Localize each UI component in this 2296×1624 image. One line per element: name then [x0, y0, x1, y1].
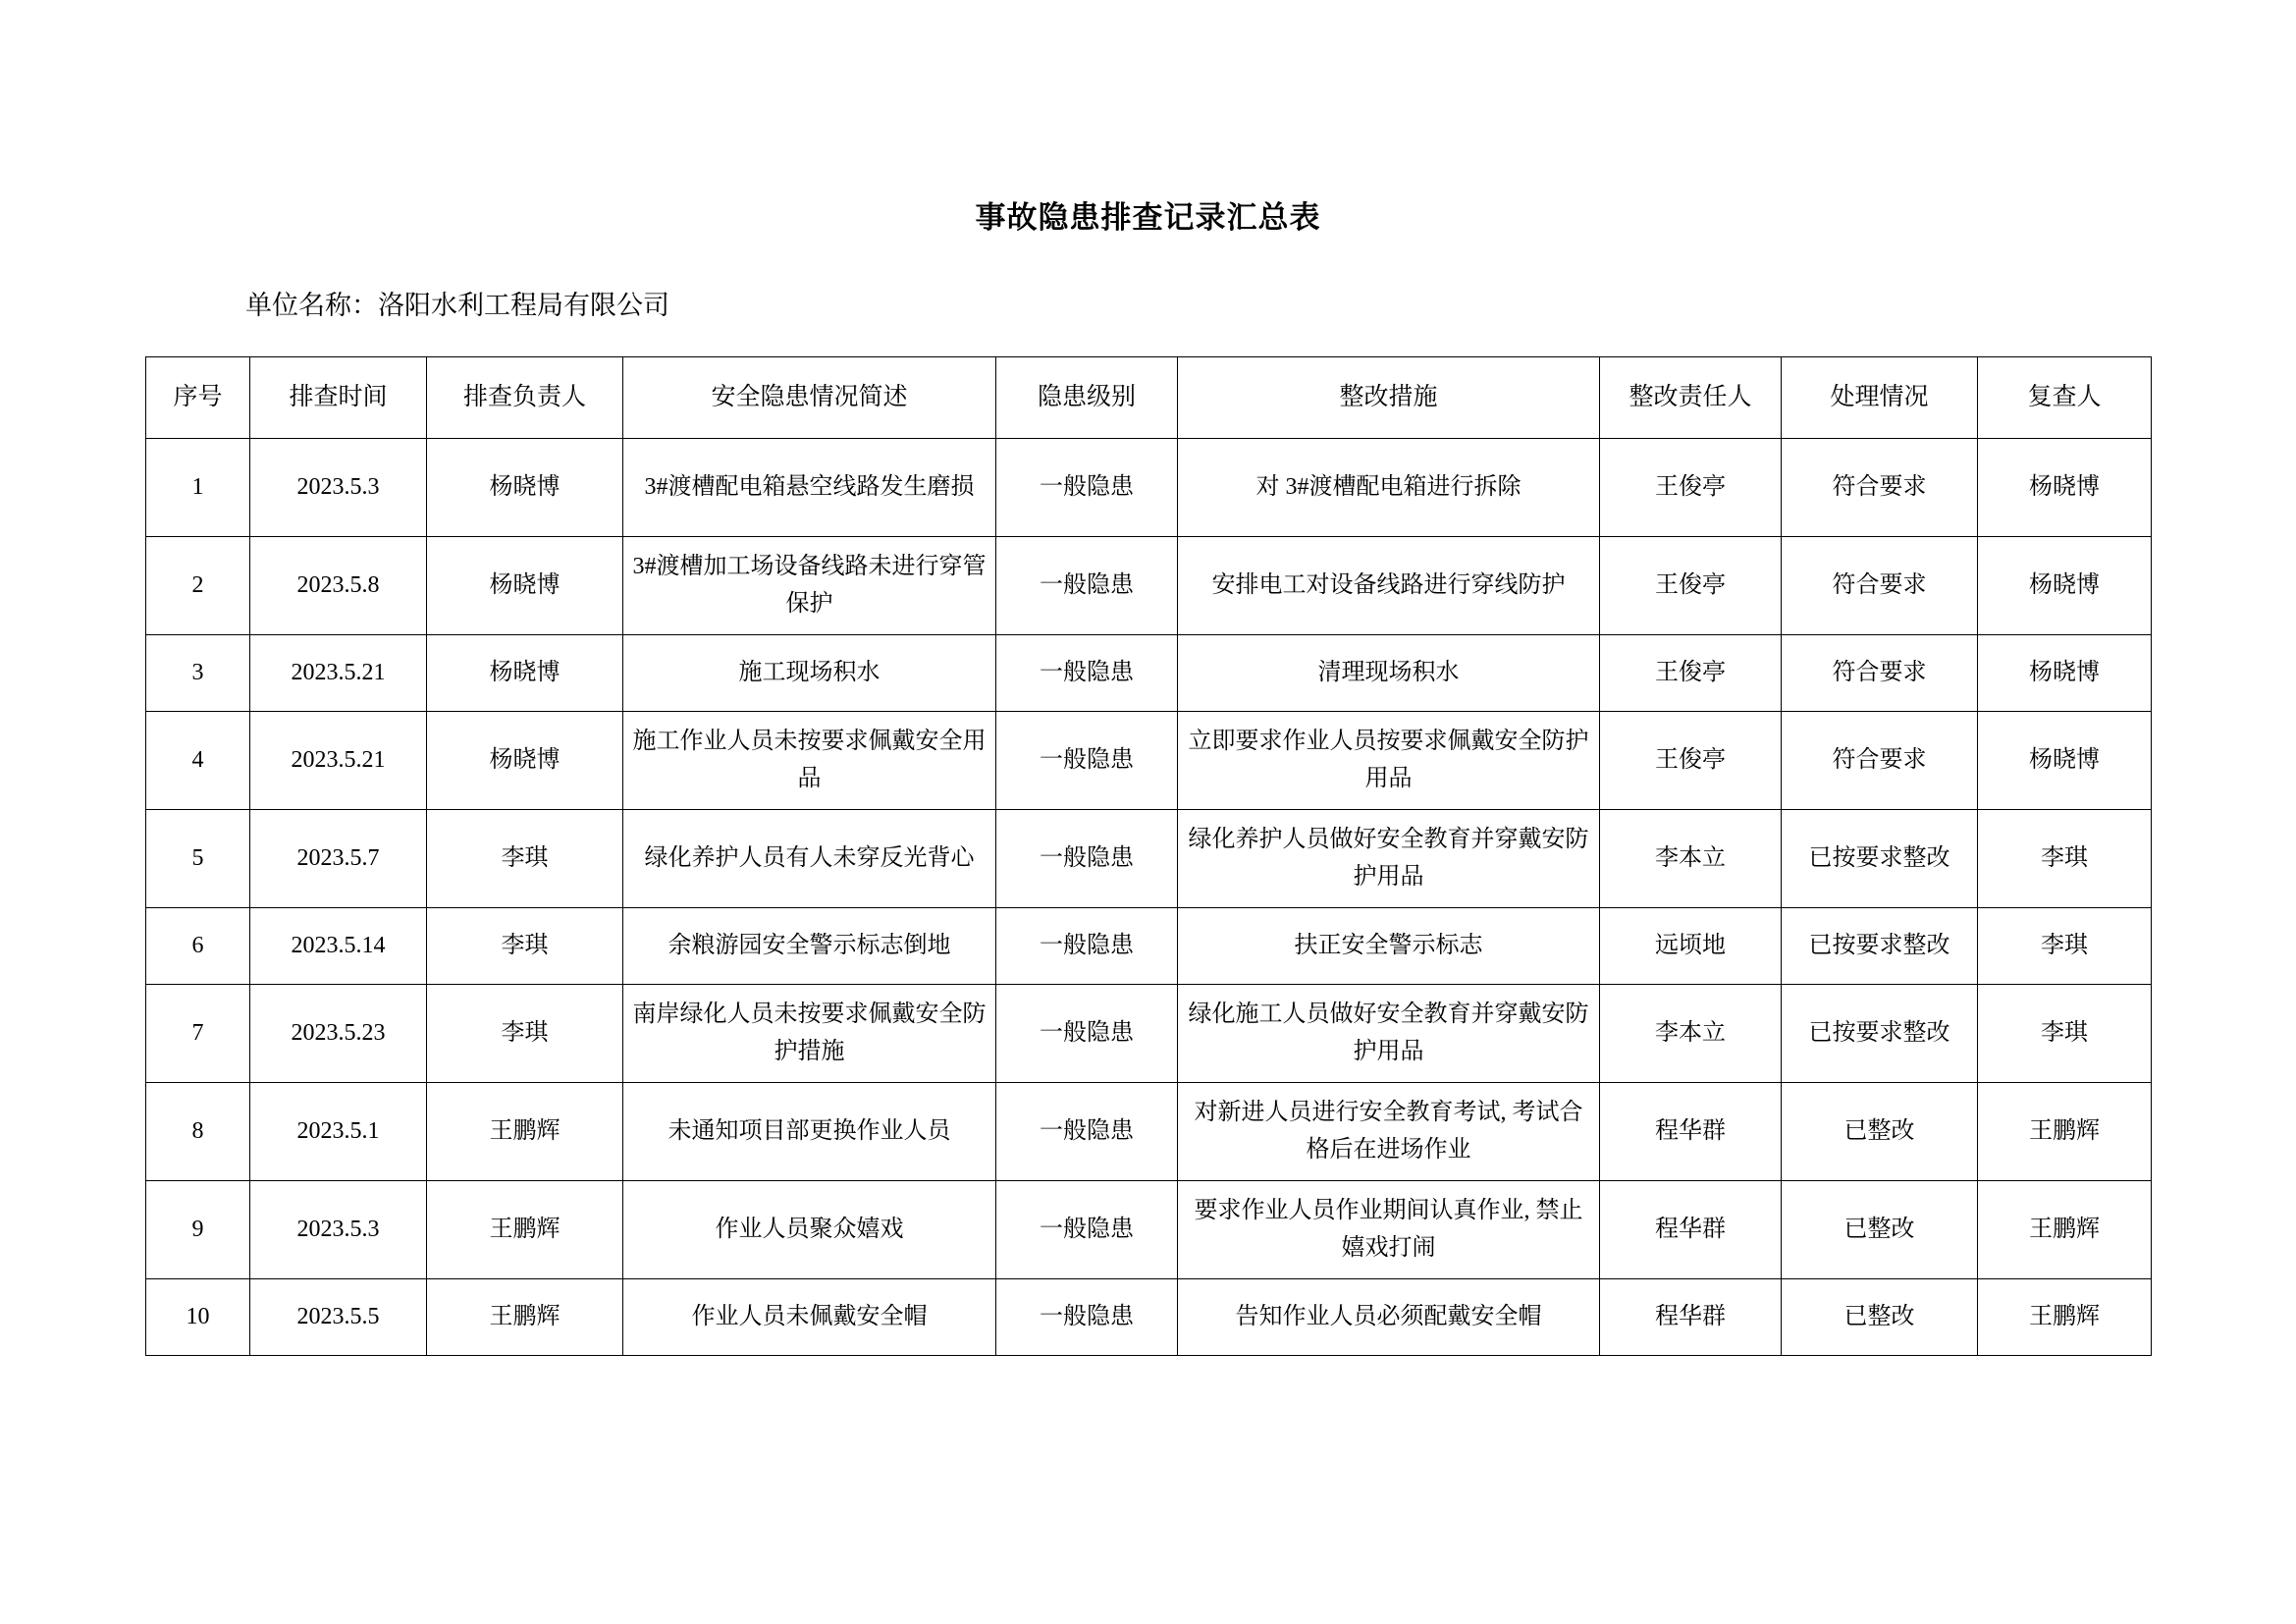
- cell-no: 6: [146, 908, 250, 985]
- table-row: [146, 985, 2152, 1083]
- cell-responsible: 王俊亭: [1600, 712, 1782, 810]
- cell-status: 符合要求: [1782, 635, 1978, 712]
- cell-date: 2023.5.23: [250, 985, 427, 1083]
- cell-level: 一般隐患: [996, 908, 1178, 985]
- column-header-description: 安全隐患情况简述: [623, 357, 996, 439]
- cell-description: 3#渡槽加工场设备线路未进行穿管保护: [623, 537, 996, 635]
- cell-no: 10: [146, 1279, 250, 1356]
- column-header-inspector: 排查负责人: [427, 357, 623, 439]
- cell-level: 一般隐患: [996, 712, 1178, 810]
- cell-level: 一般隐患: [996, 1083, 1178, 1181]
- column-header-date: 排查时间: [250, 357, 427, 439]
- table-row: [146, 1083, 2152, 1181]
- cell-responsible: 程华群: [1600, 1279, 1782, 1356]
- table-header-row: [146, 357, 2152, 439]
- cell-description: 南岸绿化人员未按要求佩戴安全防护措施: [623, 985, 996, 1083]
- cell-level: 一般隐患: [996, 1279, 1178, 1356]
- cell-description: 作业人员聚众嬉戏: [623, 1181, 996, 1279]
- cell-level: 一般隐患: [996, 810, 1178, 908]
- table-row: [146, 712, 2152, 810]
- cell-status: 已整改: [1782, 1083, 1978, 1181]
- cell-description: 绿化养护人员有人未穿反光背心: [623, 810, 996, 908]
- cell-inspector: 杨晓博: [427, 635, 623, 712]
- table-row: [146, 1279, 2152, 1356]
- cell-level: 一般隐患: [996, 635, 1178, 712]
- table-row: [146, 537, 2152, 635]
- cell-reviewer: 杨晓博: [1978, 439, 2152, 537]
- cell-status: 已整改: [1782, 1181, 1978, 1279]
- cell-date: 2023.5.21: [250, 712, 427, 810]
- cell-date: 2023.5.3: [250, 1181, 427, 1279]
- column-header-measure: 整改措施: [1178, 357, 1600, 439]
- cell-date: 2023.5.14: [250, 908, 427, 985]
- cell-level: 一般隐患: [996, 1181, 1178, 1279]
- cell-measure: 对新进人员进行安全教育考试, 考试合格后在进场作业: [1178, 1083, 1600, 1181]
- cell-responsible: 李本立: [1600, 810, 1782, 908]
- cell-no: 4: [146, 712, 250, 810]
- table-row: [146, 908, 2152, 985]
- cell-status: 已整改: [1782, 1279, 1978, 1356]
- cell-no: 9: [146, 1181, 250, 1279]
- cell-measure: 清理现场积水: [1178, 635, 1600, 712]
- cell-no: 8: [146, 1083, 250, 1181]
- cell-responsible: 程华群: [1600, 1083, 1782, 1181]
- cell-inspector: 李琪: [427, 985, 623, 1083]
- unit-name-label: 单位名称：: [245, 291, 378, 320]
- cell-measure: 绿化施工人员做好安全教育并穿戴安防护用品: [1178, 985, 1600, 1083]
- cell-status: 已按要求整改: [1782, 810, 1978, 908]
- page-title: 事故隐患排查记录汇总表: [975, 200, 1321, 235]
- cell-measure: 立即要求作业人员按要求佩戴安全防护用品: [1178, 712, 1600, 810]
- column-header-no: 序号: [146, 357, 250, 439]
- cell-no: 3: [146, 635, 250, 712]
- cell-level: 一般隐患: [996, 439, 1178, 537]
- cell-measure: 告知作业人员必须配戴安全帽: [1178, 1279, 1600, 1356]
- cell-no: 5: [146, 810, 250, 908]
- column-header-reviewer: 复查人: [1978, 357, 2152, 439]
- cell-inspector: 杨晓博: [427, 537, 623, 635]
- cell-reviewer: 杨晓博: [1978, 635, 2152, 712]
- table-row: [146, 810, 2152, 908]
- cell-reviewer: 王鹏辉: [1978, 1279, 2152, 1356]
- cell-level: 一般隐患: [996, 537, 1178, 635]
- cell-date: 2023.5.5: [250, 1279, 427, 1356]
- cell-responsible: 王俊亭: [1600, 439, 1782, 537]
- cell-status: 已按要求整改: [1782, 908, 1978, 985]
- cell-reviewer: 王鹏辉: [1978, 1083, 2152, 1181]
- table-header: [146, 357, 2152, 439]
- cell-reviewer: 王鹏辉: [1978, 1181, 2152, 1279]
- cell-status: 已按要求整改: [1782, 985, 1978, 1083]
- table-row: [146, 1181, 2152, 1279]
- unit-name-line: [245, 284, 2296, 322]
- cell-no: 1: [146, 439, 250, 537]
- cell-inspector: 王鹏辉: [427, 1083, 623, 1181]
- column-header-status: 处理情况: [1782, 357, 1978, 439]
- table-row: [146, 635, 2152, 712]
- cell-reviewer: 杨晓博: [1978, 537, 2152, 635]
- cell-inspector: 王鹏辉: [427, 1279, 623, 1356]
- cell-measure: 绿化养护人员做好安全教育并穿戴安防护用品: [1178, 810, 1600, 908]
- column-header-responsible: 整改责任人: [1600, 357, 1782, 439]
- cell-date: 2023.5.21: [250, 635, 427, 712]
- cell-reviewer: 李琪: [1978, 985, 2152, 1083]
- table-row: [146, 439, 2152, 537]
- cell-date: 2023.5.1: [250, 1083, 427, 1181]
- cell-reviewer: 李琪: [1978, 908, 2152, 985]
- cell-responsible: 李本立: [1600, 985, 1782, 1083]
- cell-date: 2023.5.3: [250, 439, 427, 537]
- record-table-container: [0, 356, 2296, 1356]
- cell-measure: 对 3#渡槽配电箱进行拆除: [1178, 439, 1600, 537]
- cell-status: 符合要求: [1782, 439, 1978, 537]
- cell-reviewer: 杨晓博: [1978, 712, 2152, 810]
- cell-responsible: 王俊亭: [1600, 537, 1782, 635]
- cell-no: 2: [146, 537, 250, 635]
- cell-date: 2023.5.7: [250, 810, 427, 908]
- cell-responsible: 远顷地: [1600, 908, 1782, 985]
- cell-description: 施工作业人员未按要求佩戴安全用品: [623, 712, 996, 810]
- hazard-record-table: [145, 356, 2152, 1356]
- cell-description: 3#渡槽配电箱悬空线路发生磨损: [623, 439, 996, 537]
- cell-inspector: 杨晓博: [427, 439, 623, 537]
- cell-inspector: 李琪: [427, 908, 623, 985]
- cell-responsible: 程华群: [1600, 1181, 1782, 1279]
- cell-status: 符合要求: [1782, 537, 1978, 635]
- cell-description: 余粮游园安全警示标志倒地: [623, 908, 996, 985]
- cell-status: 符合要求: [1782, 712, 1978, 810]
- cell-no: 7: [146, 985, 250, 1083]
- cell-inspector: 杨晓博: [427, 712, 623, 810]
- cell-responsible: 王俊亭: [1600, 635, 1782, 712]
- table-body: [146, 439, 2152, 1356]
- cell-description: 未通知项目部更换作业人员: [623, 1083, 996, 1181]
- cell-measure: 要求作业人员作业期间认真作业, 禁止嬉戏打闹: [1178, 1181, 1600, 1279]
- cell-measure: 安排电工对设备线路进行穿线防护: [1178, 537, 1600, 635]
- column-header-level: 隐患级别: [996, 357, 1178, 439]
- cell-description: 作业人员未佩戴安全帽: [623, 1279, 996, 1356]
- cell-level: 一般隐患: [996, 985, 1178, 1083]
- cell-inspector: 王鹏辉: [427, 1181, 623, 1279]
- cell-reviewer: 李琪: [1978, 810, 2152, 908]
- cell-date: 2023.5.8: [250, 537, 427, 635]
- cell-inspector: 李琪: [427, 810, 623, 908]
- cell-measure: 扶正安全警示标志: [1178, 908, 1600, 985]
- cell-description: 施工现场积水: [623, 635, 996, 712]
- unit-name-value: 洛阳水利工程局有限公司: [378, 291, 669, 320]
